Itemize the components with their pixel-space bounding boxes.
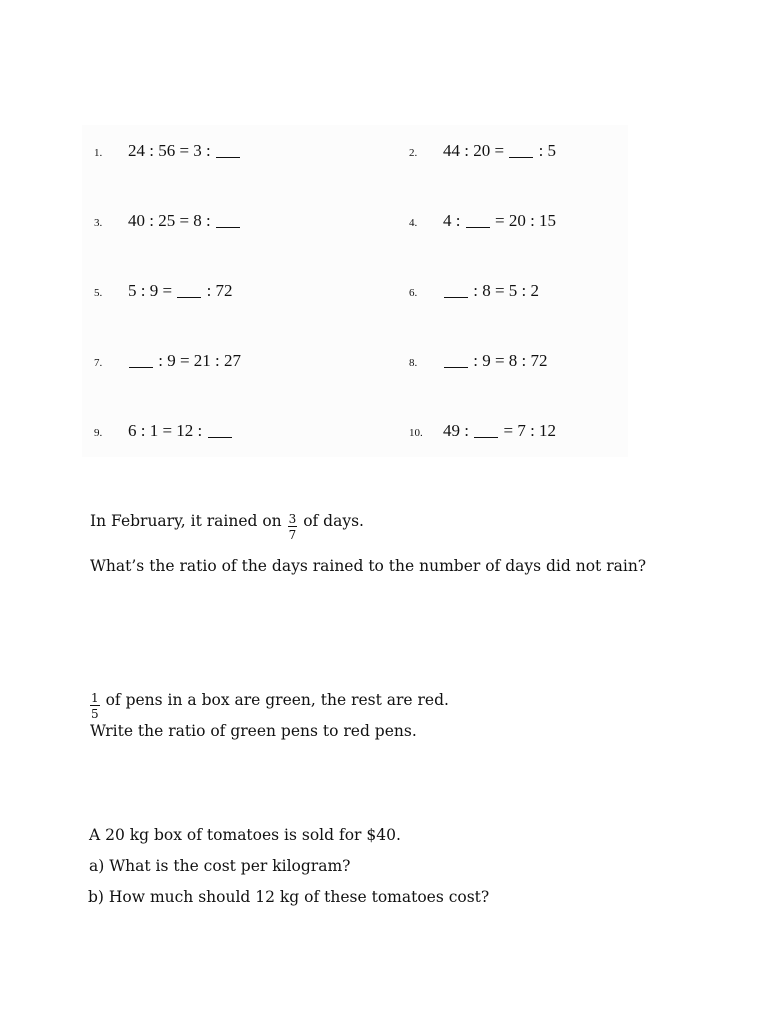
problem-number: 8. xyxy=(409,357,418,369)
q1-question: What’s the ratio of the days rained to the number of days did not rain? xyxy=(90,557,647,575)
answer-blank[interactable] xyxy=(208,436,232,438)
problem-equation: : 9 = 8 : 72 xyxy=(443,351,548,371)
q2-question: Write the ratio of green pens to red pens. xyxy=(90,722,417,740)
q1-fraction: $\frac{3}{7}$ xyxy=(288,512,297,542)
answer-blank[interactable] xyxy=(509,156,533,158)
problem-number: 7. xyxy=(94,357,103,369)
answer-blank[interactable] xyxy=(466,226,490,228)
q3-statement: A 20 kg box of tomatoes is sold for $40. xyxy=(89,826,401,844)
problem-number: 5. xyxy=(94,287,103,299)
problem-equation: 4 : = 20 : 15 xyxy=(443,211,557,230)
problem-number: 10. xyxy=(409,427,423,439)
q3-part-a: a) What is the cost per kilogram? xyxy=(89,857,351,875)
q2-statement: $\frac{1}{5}$ of pens in a box are green, the rest are red. xyxy=(91,691,449,721)
answer-blank[interactable] xyxy=(444,296,468,298)
problem-equation: 24 : 56 = 3 : xyxy=(128,141,241,161)
problem-number: 2. xyxy=(409,147,418,159)
problem-number: 6. xyxy=(409,287,418,299)
problem-number: 1. xyxy=(94,147,103,159)
problem-number: 3. xyxy=(94,217,103,229)
answer-blank[interactable] xyxy=(474,436,498,438)
problem-equation: 44 : 20 = : 5 xyxy=(443,141,557,160)
problem-equation: 6 : 1 = 12 : xyxy=(128,421,233,441)
answer-blank[interactable] xyxy=(216,156,240,158)
answer-blank[interactable] xyxy=(129,366,153,368)
q1-statement: In February, it rained on $\frac{3}{7}$ of days. xyxy=(90,512,364,542)
problem-number: 4. xyxy=(409,217,418,229)
problem-number: 9. xyxy=(94,427,103,439)
problem-equation: : 9 = 21 : 27 xyxy=(128,351,241,371)
q3-part-b: b) How much should 12 kg of these tomatoes cost? xyxy=(88,888,490,906)
answer-blank[interactable] xyxy=(444,366,468,368)
problem-equation: 5 : 9 = : 72 xyxy=(128,281,233,300)
answer-blank[interactable] xyxy=(216,226,240,228)
q2-fraction: $\frac{1}{5}$ xyxy=(91,691,99,721)
problem-equation: 49 : = 7 : 12 xyxy=(443,421,557,440)
answer-blank[interactable] xyxy=(177,296,201,298)
ratio-problems-grid xyxy=(82,125,628,457)
problem-equation: : 8 = 5 : 2 xyxy=(443,281,539,301)
problem-equation: 40 : 25 = 8 : xyxy=(128,211,241,231)
